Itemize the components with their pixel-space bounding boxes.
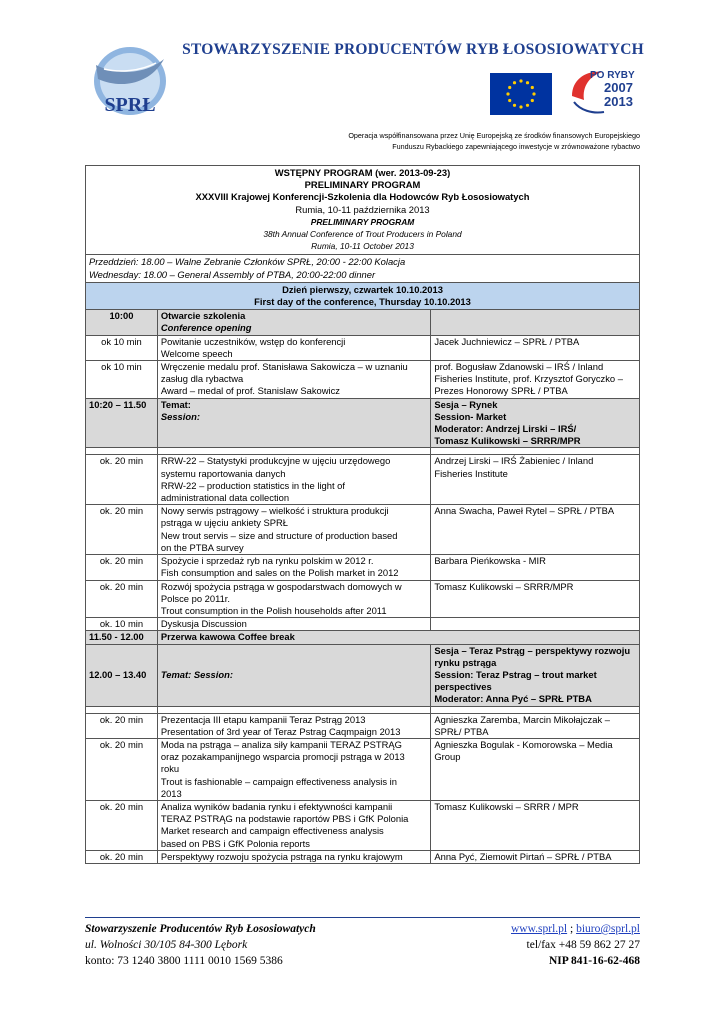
footer-nip: NIP 841-16-62-468 — [548, 955, 640, 967]
agenda-row — [86, 335, 640, 360]
topic-line: Presentation of 3rd year of Teraz Pstrag Caqmpaign 2013 — [160, 725, 401, 737]
agenda-speaker — [431, 618, 640, 631]
spacer-row — [86, 706, 640, 713]
agenda-speaker — [431, 800, 640, 850]
topic-line: Fish consumption and sales on the Polish market in 2012 — [160, 567, 399, 579]
agenda-speaker — [431, 455, 640, 505]
eve-cell — [86, 255, 640, 282]
agenda-topic — [157, 850, 430, 863]
topic-line: Trout is fashionable – campaign effectiveness analysis in — [160, 775, 397, 787]
session-label-cell — [157, 398, 430, 448]
topic-line: Powitanie uczestników, wstęp do konferencji — [160, 335, 346, 347]
website-link[interactable]: www.sprl.pl — [510, 923, 568, 935]
coffee-row — [86, 631, 640, 644]
agenda-time: ok 10 min — [86, 361, 158, 399]
spacer-row — [86, 448, 640, 455]
topic-line: Trout consumption in the Polish households after 2011 — [160, 604, 387, 616]
footer-account: konto: 73 1240 3800 1111 0010 1569 5386 — [85, 955, 283, 967]
porybi-year1: 2007 — [604, 80, 633, 95]
topic-line: administrational data collection — [160, 492, 290, 504]
agenda-time: ok. 20 min — [86, 738, 158, 800]
topic-line: RRW-22 – production statistics in the light of — [160, 479, 345, 491]
program-table — [85, 165, 640, 864]
agenda-topic — [157, 580, 430, 618]
footer-street: ul. Wolności 30/105 84-300 Lębork — [85, 939, 248, 951]
footer-phone: tel/fax +48 59 862 27 27 — [526, 939, 640, 951]
speaker-line: SPRŁ/ PTBA — [434, 725, 489, 737]
speaker-line: Anna Pyć, Ziemowit Pirtań – SPRŁ / PTBA — [434, 850, 612, 862]
speaker-line: Agnieszka Zaremba, Marcin Mikołajczak – — [434, 713, 610, 725]
speaker-line: Prezes Honorowy SPRŁ / PTBA — [434, 385, 568, 397]
agenda-time: ok. 10 min — [86, 618, 158, 631]
topic-line: Polsce po 2011r. — [160, 592, 231, 604]
agenda-time: ok. 20 min — [86, 800, 158, 850]
session-line: Sesja – Rynek — [434, 398, 498, 410]
org-title: STOWARZYSZENIE PRODUCENTÓW RYB ŁOSOSIOWATYCH — [182, 41, 644, 58]
session-time: 10:20 – 11.50 — [86, 398, 158, 448]
speaker-line: Agnieszka Bogulak - Komorowska – Media — [434, 738, 613, 750]
agenda-row — [86, 800, 640, 850]
day-heading — [86, 282, 640, 309]
speaker-line: Fisheries Institute — [434, 467, 508, 479]
speaker-line: Fisheries Institute, prof. Krzysztof Goryczko – — [434, 373, 623, 385]
program-title-en: PRELIMINARY PROGRAM — [304, 179, 421, 191]
topic-line: on the PTBA survey — [160, 541, 244, 553]
session-line: Moderator: Andrzej Lirski – IRŚ/ — [434, 423, 577, 435]
program-title-en-2: PRELIMINARY PROGRAM — [310, 216, 415, 227]
cofinancing-line: Funduszu Rybackiego zapewniającego inwestycje w zrównoważone rybactwo — [392, 142, 640, 151]
topic-line: TERAZ PSTRĄG na podstawie raportów PBS i GfK Polonia — [160, 813, 409, 825]
topic-line: zasług dla rybactwa — [160, 373, 244, 385]
session-info — [431, 644, 640, 706]
day-row — [86, 282, 640, 309]
speaker-line: Anna Swacha, Paweł Rytel – SPRŁ / PTBA — [434, 505, 615, 517]
agenda-time: ok. 20 min — [86, 455, 158, 505]
topic-line: Prezentacja III etapu kampanii Teraz Pstrąg 2013 — [160, 713, 366, 725]
program-header-row — [86, 166, 640, 255]
footer-contact — [400, 921, 640, 969]
topic-line: RRW-22 – Statystyki produkcyjne w ujęciu urzędowego — [160, 455, 391, 467]
session-line: Moderator: Anna Pyć – SPRŁ PTBA — [434, 693, 592, 705]
topic-line: Market research and campaign effectiveness analysis — [160, 825, 384, 837]
agenda-topic — [157, 738, 430, 800]
coffee-label: Przerwa kawowa Coffee break — [157, 631, 639, 644]
eu-flag-icon — [490, 73, 552, 115]
footer-org-name: Stowarzyszenie Producentów Ryb Łososiowatych — [85, 923, 316, 935]
topic-line: Perspektywy rozwoju spożycia pstrąga na rynku krajowym — [160, 850, 403, 862]
agenda-speaker — [431, 850, 640, 863]
topic-line: pstrąga w ujęciu ankiety SPRŁ — [160, 517, 289, 529]
agenda-row — [86, 361, 640, 399]
topic-line: Moda na pstrąga – analiza siły kampanii TERAZ PSTRĄG — [160, 738, 402, 750]
agenda-time: ok. 20 min — [86, 505, 158, 555]
agenda-time: ok. 20 min — [86, 555, 158, 580]
agenda-topic — [157, 505, 430, 555]
session-row — [86, 398, 640, 448]
topic-line: New trout servis – size and structure of production based — [160, 529, 398, 541]
agenda-time: ok. 20 min — [86, 713, 158, 738]
topic-line: Wręczenie medalu prof. Stanisława Sakowicza – w uznaniu — [160, 361, 408, 373]
topic-line: Spożycie i sprzedaż ryb na rynku polskim w 2012 r. — [160, 555, 374, 567]
agenda-row — [86, 555, 640, 580]
agenda-speaker — [431, 361, 640, 399]
day-pl: Dzień pierwszy, czwartek 10.10.2013 — [282, 283, 443, 295]
topic-line: Dyskusja Discussion — [160, 618, 247, 630]
agenda-speaker — [431, 580, 640, 618]
day-en: First day of the conference, Thursday 10.10.2013 — [254, 296, 471, 308]
agenda-speaker — [431, 738, 640, 800]
session-info — [431, 398, 640, 448]
agenda-topic — [157, 618, 430, 631]
opening-empty — [431, 310, 640, 335]
agenda-row — [86, 713, 640, 738]
link-separator: ; — [567, 923, 577, 935]
eve-en: Wednesday: 18.00 – General Assembly of PTBA, 20:00-22:00 dinner — [89, 268, 376, 280]
topic-line: oraz pozakampanijnego wsparcia promocji pstrąga w 2013 — [160, 751, 405, 763]
opening-time: 10:00 — [86, 310, 158, 335]
cofinancing-line: Operacja współfinansowana przez Unię Europejską ze środków finansowych Europejskiego — [348, 131, 640, 140]
opening-title-cell — [157, 310, 430, 335]
session-time: 12.00 – 13.40 — [86, 644, 158, 706]
cofinancing-note — [260, 130, 640, 152]
speaker-line: Andrzej Lirski – IRŚ Żabieniec / Inland — [434, 455, 594, 467]
session-line: Tomasz Kulikowski – SRRR/MPR — [434, 435, 581, 447]
footer-divider — [85, 917, 640, 918]
session-label-en: Session: — [160, 410, 200, 422]
topic-line: Analiza wyników badania rynku i efektywności kampanii — [160, 800, 393, 812]
opening-title-en: Conference opening — [160, 322, 252, 334]
session-line: Session: Teraz Pstrag – trout market — [434, 668, 597, 680]
agenda-speaker — [431, 555, 640, 580]
agenda-speaker — [431, 335, 640, 360]
conference-place: Rumia, 10-11 października 2013 — [295, 203, 430, 215]
topic-line: Welcome speech — [160, 347, 233, 359]
topic-line: systemu raportowania danych — [160, 467, 286, 479]
po-ryby-logo — [568, 66, 638, 118]
topic-line: Rozwój spożycia pstrąga w gospodarstwach domowych w — [160, 580, 402, 592]
agenda-topic — [157, 800, 430, 850]
agenda-topic — [157, 713, 430, 738]
opening-title: Otwarcie szkolenia — [160, 310, 246, 322]
agenda-time: ok 10 min — [86, 335, 158, 360]
porybi-top: PO RYBY — [590, 70, 635, 81]
speaker-line: Group — [434, 751, 461, 763]
speaker-line: Tomasz Kulikowski – SRRR / MPR — [434, 800, 579, 812]
session-label: Temat: Session: — [157, 644, 430, 706]
agenda-row — [86, 580, 640, 618]
agenda-row — [86, 850, 640, 863]
agenda-time: ok. 20 min — [86, 850, 158, 863]
footer-links — [400, 921, 640, 937]
agenda-row — [86, 738, 640, 800]
speaker-line: prof. Bogusław Zdanowski – IRŚ / Inland — [434, 361, 604, 373]
agenda-row — [86, 455, 640, 505]
agenda-row — [86, 618, 640, 631]
program-title: WSTĘPNY PROGRAM (wer. 2013-09-23) — [274, 167, 451, 178]
eve-pl: Przeddzień: 18.00 – Walne Zebranie Członków SPRŁ, 20:00 - 22:00 Kolacja — [89, 256, 406, 268]
coffee-time: 11.50 - 12.00 — [86, 631, 158, 644]
email-link[interactable]: biuro@sprl.pl — [576, 923, 640, 935]
agenda-topic — [157, 335, 430, 360]
session-line: perspectives — [434, 681, 492, 693]
conference-name-en: 38th Annual Conference of Trout Producers in Poland — [263, 229, 462, 240]
program-header — [86, 166, 640, 255]
agenda-row — [86, 505, 640, 555]
topic-line: 2013 — [160, 787, 182, 799]
agenda-topic — [157, 455, 430, 505]
speaker-line: Jacek Juchniewicz – SPRŁ / PTBA — [434, 335, 580, 347]
footer-address — [85, 921, 385, 969]
logo-text: SPRŁ — [104, 94, 156, 116]
session-line: Sesja – Teraz Pstrąg – perspektywy rozwoju — [434, 644, 631, 656]
session-line: Session- Market — [434, 410, 507, 422]
speaker-line: Barbara Pieńkowska - MIR — [434, 555, 546, 567]
eve-row — [86, 255, 640, 282]
agenda-speaker — [431, 505, 640, 555]
agenda-speaker — [431, 713, 640, 738]
opening-row — [86, 310, 640, 335]
session-row — [86, 644, 640, 706]
topic-line: Nowy serwis pstrągowy – wielkość i struktura produkcji — [160, 505, 389, 517]
porybi-year2: 2013 — [604, 94, 633, 109]
topic-line: roku — [160, 763, 180, 775]
sprl-logo — [90, 45, 170, 121]
session-label: Temat: — [160, 398, 191, 410]
agenda-topic — [157, 361, 430, 399]
session-line: rynku pstrąga — [434, 656, 497, 668]
agenda-time: ok. 20 min — [86, 580, 158, 618]
speaker-line: Tomasz Kulikowski – SRRR/MPR — [434, 580, 574, 592]
conference-place-en: Rumia, 10-11 October 2013 — [311, 241, 414, 252]
conference-name: XXXVIII Krajowej Konferencji-Szkolenia dla Hodowców Ryb Łososiowatych — [195, 191, 530, 203]
topic-line: based on PBS i GfK Polonia reports — [160, 837, 310, 849]
topic-line: Award – medal of prof. Stanislaw Sakowicz — [160, 385, 340, 397]
agenda-topic — [157, 555, 430, 580]
